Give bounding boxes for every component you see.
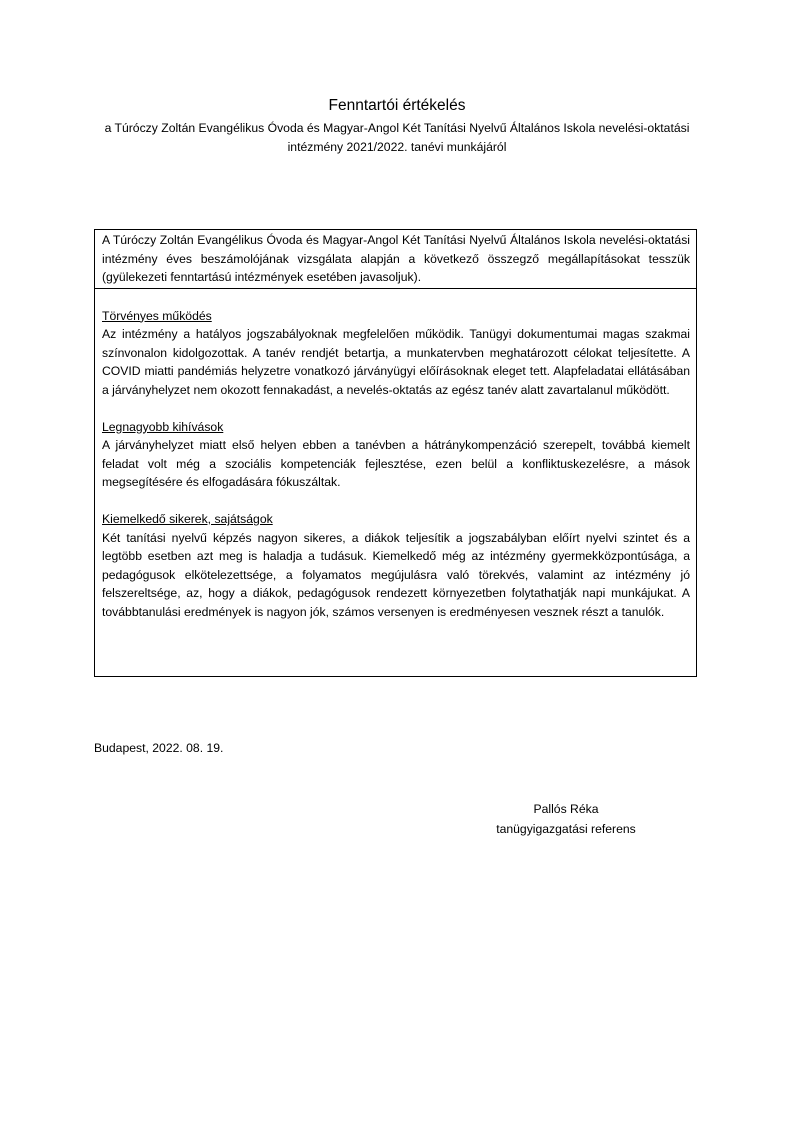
section-text: Az intézmény a hatályos jogszabályoknak megfelelően működik. Tanügyi dokumentumai magas szakmai színvonalon kidolgozottak. A tanév rendjét betartja, a munkatervben meghatározott célokat teljesítette. A COVID miatti pandémiás helyzetre vonatkozó járványügyi előírásoknak eleget tett. Alapfeladatai ellátásában a járványhelyzet nem okozott fennakadást, a nevelés-oktatás az egész tanév alatt zavartalanul működött. bbox=[102, 327, 690, 397]
page-title: Fenntartói értékelés bbox=[328, 97, 466, 114]
evaluation-intro: A Túróczy Zoltán Evangélikus Óvoda és Magyar-Angol Két Tanítási Nyelvű Általános Iskola nevelési-oktatási intézmény éves beszámolójának vizsgálata alapján a következő összegző megállapításokat tesszük (gyülekezeti fenntartású intézmények esetében javasoljuk). bbox=[95, 230, 696, 289]
section-challenges bbox=[102, 418, 690, 492]
section-text: A járványhelyzet miatt első helyen ebben a tanévben a hátránykompenzáció szerepelt, továbbá kiemelt feladat volt még a szociális kompetenciák fejlesztése, ezen belül a konfliktuskezelésre, a mások megsegítésére és elfogadására fókuszáltak. bbox=[102, 438, 690, 489]
evaluation-box bbox=[94, 229, 697, 677]
section-successes bbox=[102, 510, 690, 621]
section-text: Két tanítási nyelvű képzés nagyon sikeres, a diákok teljesítik a jogszabályban előírt nyelvi szintet és a legtöbb esetben azt meg is haladja a tudásuk. Kiemelkedő még az intézmény gyermekközpontúsága, a pedagógusok elkötelezettsége, a folyamatos megújulásra való törekvés, valamint az intézmény jó felszereltsége, az, hogy a diákok, pedagógusok rendezett környezetben folytathatják napi munkájukat. A továbbtanulási eredmények is nagyon jók, számos versenyen is eredményesen vesznek részt a tanulók. bbox=[102, 530, 690, 619]
section-heading: Kiemelkedő sikerek, sajátságok bbox=[102, 512, 273, 526]
signature-block bbox=[466, 799, 666, 839]
signer-name: Pallós Réka bbox=[533, 802, 599, 816]
signer-title: tanügyigazgatási referens bbox=[496, 822, 636, 836]
section-heading: Legnagyobb kihívások bbox=[102, 419, 224, 434]
section-heading: Törvényes működés bbox=[102, 308, 212, 323]
evaluation-body bbox=[95, 289, 696, 622]
section-legal-operation bbox=[102, 307, 690, 400]
place-date: Budapest, 2022. 08. 19. bbox=[94, 741, 224, 755]
page-subtitle: a Túróczy Zoltán Evangélikus Óvoda és Magyar-Angol Két Tanítási Nyelvű Általános Iskola nevelési-oktatási intézmény 2021/2022. tanévi munkájáról bbox=[104, 121, 690, 154]
